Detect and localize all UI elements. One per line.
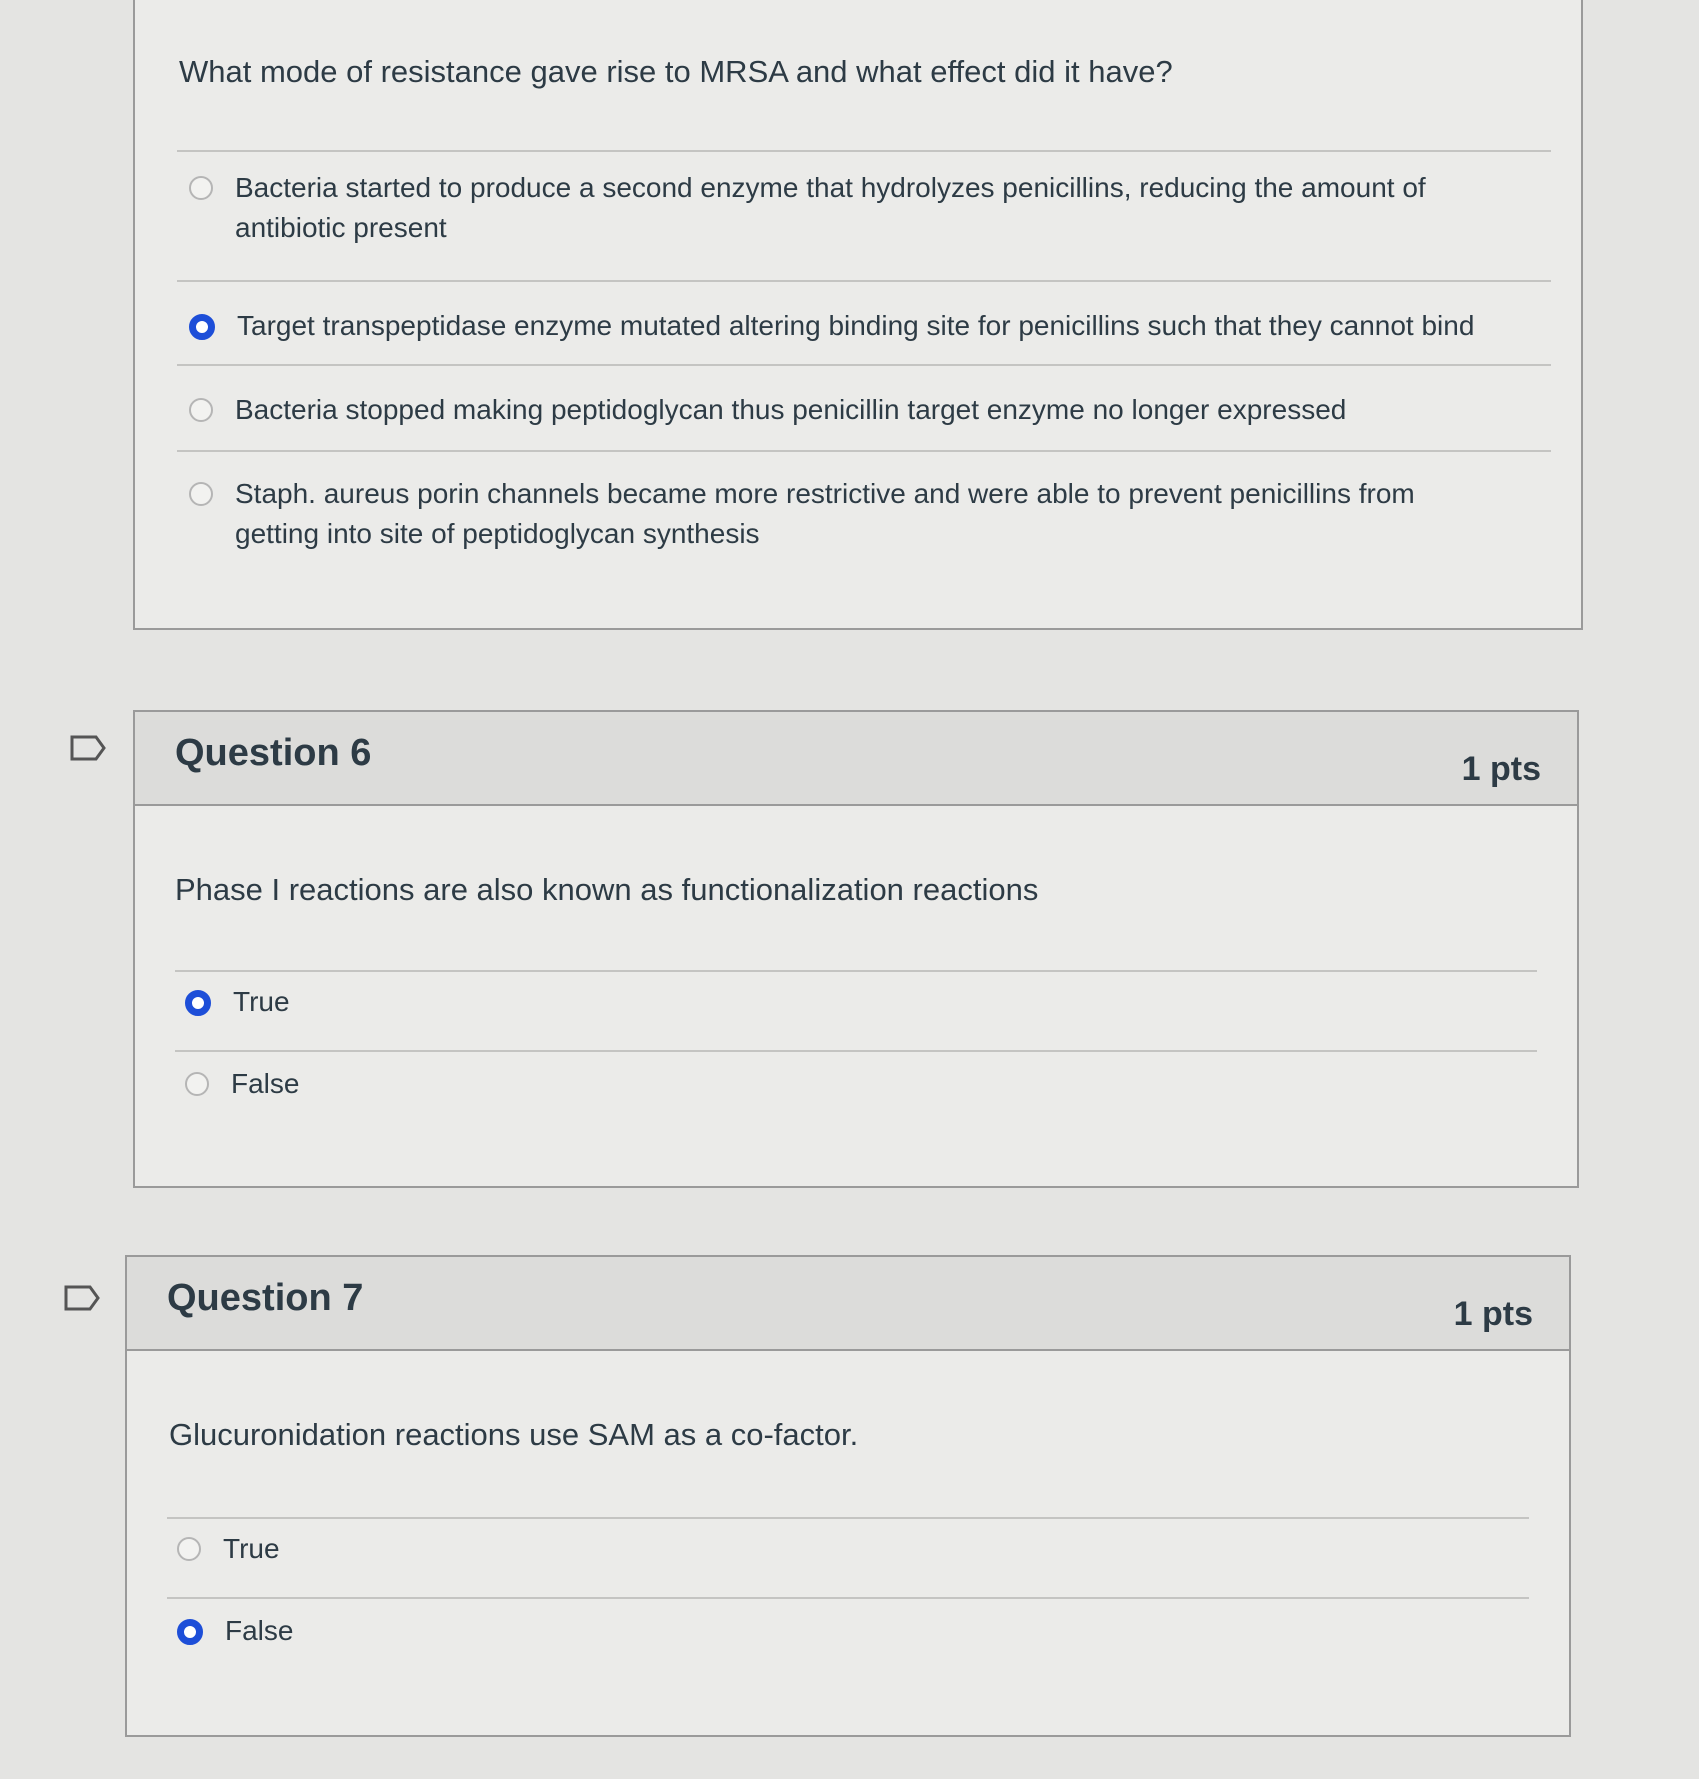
question-5-text: What mode of resistance gave rise to MRSA and what effect did it have? <box>179 54 1173 89</box>
radio-button[interactable] <box>189 482 213 506</box>
question-points: 1 pts <box>1453 1295 1533 1333</box>
answer-option[interactable] <box>189 306 1539 346</box>
question-6-card <box>133 710 1579 1188</box>
question-7-card <box>125 1255 1571 1737</box>
divider <box>177 280 1551 282</box>
option-label: Target transpeptidase enzyme mutated altering binding site for penicillins such that they cannot bind <box>237 310 1475 341</box>
option-label: True <box>233 986 290 1017</box>
radio-button[interactable] <box>185 1072 209 1096</box>
radio-button-selected[interactable] <box>185 990 211 1016</box>
question-7-header <box>127 1257 1569 1351</box>
divider <box>167 1517 1529 1519</box>
divider <box>167 1597 1529 1599</box>
option-label: Bacteria started to produce a second enzyme that hydrolyzes penicillins, reducing the amount of antibiotic present <box>235 172 1426 243</box>
divider <box>175 1050 1537 1052</box>
radio-button[interactable] <box>189 176 213 200</box>
question-5-card <box>133 0 1583 630</box>
divider <box>177 150 1551 152</box>
flag-question-icon[interactable] <box>64 1285 100 1311</box>
question-title: Question 6 <box>175 732 372 774</box>
answer-option[interactable] <box>189 474 1469 554</box>
option-label: False <box>225 1615 294 1646</box>
divider <box>177 364 1551 366</box>
radio-button[interactable] <box>189 398 213 422</box>
flag-question-icon[interactable] <box>70 735 106 761</box>
question-7-text: Glucuronidation reactions use SAM as a co-factor. <box>169 1417 859 1452</box>
question-points: 1 pts <box>1461 750 1541 788</box>
option-label: Bacteria stopped making peptidoglycan thus penicillin target enzyme no longer expressed <box>235 394 1347 425</box>
option-label: False <box>231 1068 300 1099</box>
question-6-header <box>135 712 1577 806</box>
answer-option[interactable] <box>177 1611 293 1651</box>
question-title: Question 7 <box>167 1277 364 1319</box>
answer-option[interactable] <box>189 390 1489 430</box>
divider <box>177 450 1551 452</box>
answer-option[interactable] <box>185 982 290 1022</box>
answer-option[interactable] <box>189 168 1489 248</box>
option-label: True <box>223 1533 280 1564</box>
radio-button[interactable] <box>177 1537 201 1561</box>
radio-button-selected[interactable] <box>189 314 215 340</box>
option-label: Staph. aureus porin channels became more restrictive and were able to prevent penicillins from getting into site of peptidoglycan synthesis <box>235 478 1415 549</box>
radio-button-selected[interactable] <box>177 1619 203 1645</box>
divider <box>175 970 1537 972</box>
answer-option[interactable] <box>177 1529 280 1569</box>
answer-option[interactable] <box>185 1064 299 1104</box>
question-6-text: Phase I reactions are also known as functionalization reactions <box>175 872 1039 907</box>
